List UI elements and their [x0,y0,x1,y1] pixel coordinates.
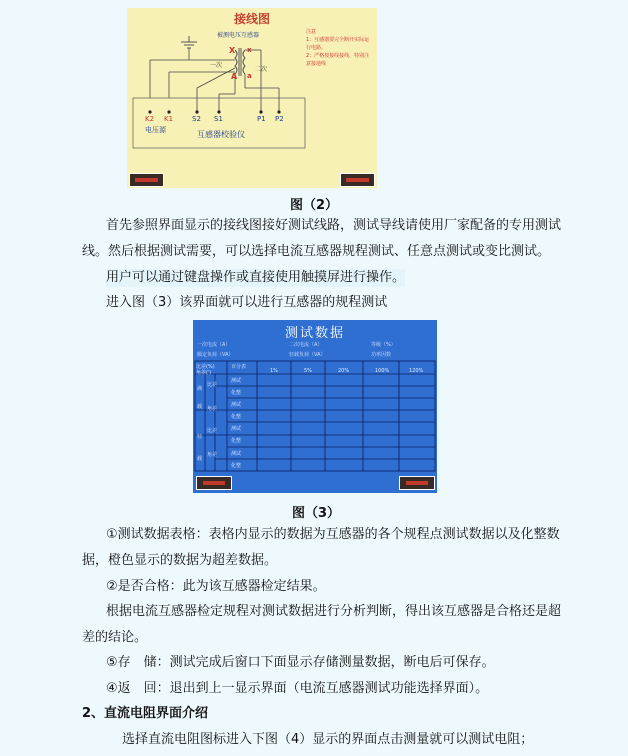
primary-label: 一次 [210,62,223,69]
column-header: 100% [375,368,390,374]
terminal-label: K2 [145,115,155,123]
meta-light-load: 轻载负荷（VA） [289,352,326,358]
item-3-line-1: 根据电流互感器检定规程对测试数据进行分析判断，得出该互感器是合格还是超 [106,604,562,619]
section-heading: 2、直流电阻界面介绍 [82,706,209,721]
item-2: ②是否合格：此为该互感器检定结果。 [106,579,326,594]
row-sub: 测试 [231,426,242,432]
terminal-label: S2 [192,115,201,123]
note-1: 1：互感器要完全断开实际运行电路。 [306,37,370,51]
row-sub: 测试 [231,451,242,457]
note-2: 2：严格按接线接线，特别注意接地线 [306,53,370,67]
item-3-line-2: 差的结论。 [82,630,148,645]
column-header: 1% [270,368,278,374]
mark-a: a [247,72,252,80]
figure-2-caption: 图（2） [290,198,339,213]
mark-A: A [231,72,238,81]
item-1-line-2: 据，橙色显示的数据为超差数据。 [82,553,278,568]
meta-rated-load: 额定负荷（VA） [197,352,234,358]
group-name: 满 [197,386,203,392]
terminal-label: K1 [164,115,174,123]
paragraph-2: 用户可以通过键盘操作或直接使用触摸屏进行操作。 [106,270,406,285]
column-header: 5% [304,368,312,374]
item-4: ⑤存 储：测试完成后窗口下面显示存储测量数据，断电后可保存。 [106,655,495,670]
mark-x-upper: X [229,46,236,55]
save-button[interactable] [196,476,232,490]
secondary-label: 二次 [255,66,268,73]
meta-secondary-current: 二次电流（A） [289,342,323,348]
terminal-label: P2 [275,115,284,123]
row-sub: 测试 [231,402,242,408]
note-heading: 注意 [306,29,317,35]
row-type: 比差 [207,382,218,388]
figure-3-caption: 图（3） [292,506,341,521]
wiring-diagram-title: 接线图 [233,12,270,26]
corner-top: 比差(%) [196,364,215,370]
percent-header: 百分表 [231,364,247,370]
row-sub: 化整 [231,414,242,420]
paragraph-1-line-1: 首先参照界面显示的接线图接好测试线路，测试导线请使用厂家配备的专用测试 [106,218,562,233]
wiring-notes [306,28,370,68]
test-data-title: 测试数据 [284,326,345,341]
section-body: 选择直流电阻图标进入下图（4）显示的界面点击测量就可以测试电阻； [122,732,534,747]
row-sub: 化整 [231,463,242,469]
row-sub: 化整 [231,438,242,444]
item-1-line-1: ①测试数据表格：表格内显示的数据为互感器的各个规程点测试数据以及化整数 [106,527,560,542]
tester-label: 互感器校验仪 [197,130,245,139]
group-name: 载 [197,456,203,462]
row-type: 比差 [207,428,218,434]
paragraph-1-line-2: 线。然后根据测试需要，可以选择电流互感器规程测试、任意点测试或变比测试。 [82,244,551,259]
row-type: 角差 [207,406,218,412]
next-button[interactable] [340,173,375,187]
back-button[interactable] [129,173,164,187]
column-header: 120% [409,368,424,374]
meta-power-factor: 功率因数 [371,352,392,358]
corner-bottom: 角差(′) [196,370,212,376]
group-name: 轻 [197,434,203,440]
test-data-figure [193,320,437,493]
row-type: 角差 [207,452,218,458]
terminal-label: S1 [214,115,223,123]
paragraph-3: 进入图（3）该界面就可以进行互感器的规程测试 [106,295,388,310]
ground-icon [181,36,197,48]
test-data-grid [193,320,437,493]
meta-grade: 等级（%） [371,342,396,348]
terminal-label: P1 [257,115,266,123]
item-5: ④返 回：退出到上一显示界面（电流互感器测试功能选择界面）。 [106,681,489,696]
mark-x-lower: x [247,46,252,54]
column-header: 20% [338,368,350,374]
group-name: 载 [197,404,203,410]
row-sub: 测试 [231,378,242,384]
voltage-source-label: 电压源 [145,126,166,134]
meta-primary-current: 一次电流（A） [197,342,231,348]
wiring-diagram-figure [127,8,377,188]
device-label: 被测电压互感器 [217,32,260,39]
row-sub: 化整 [231,390,242,396]
return-button[interactable] [399,476,435,490]
terminal-dots [148,110,280,113]
